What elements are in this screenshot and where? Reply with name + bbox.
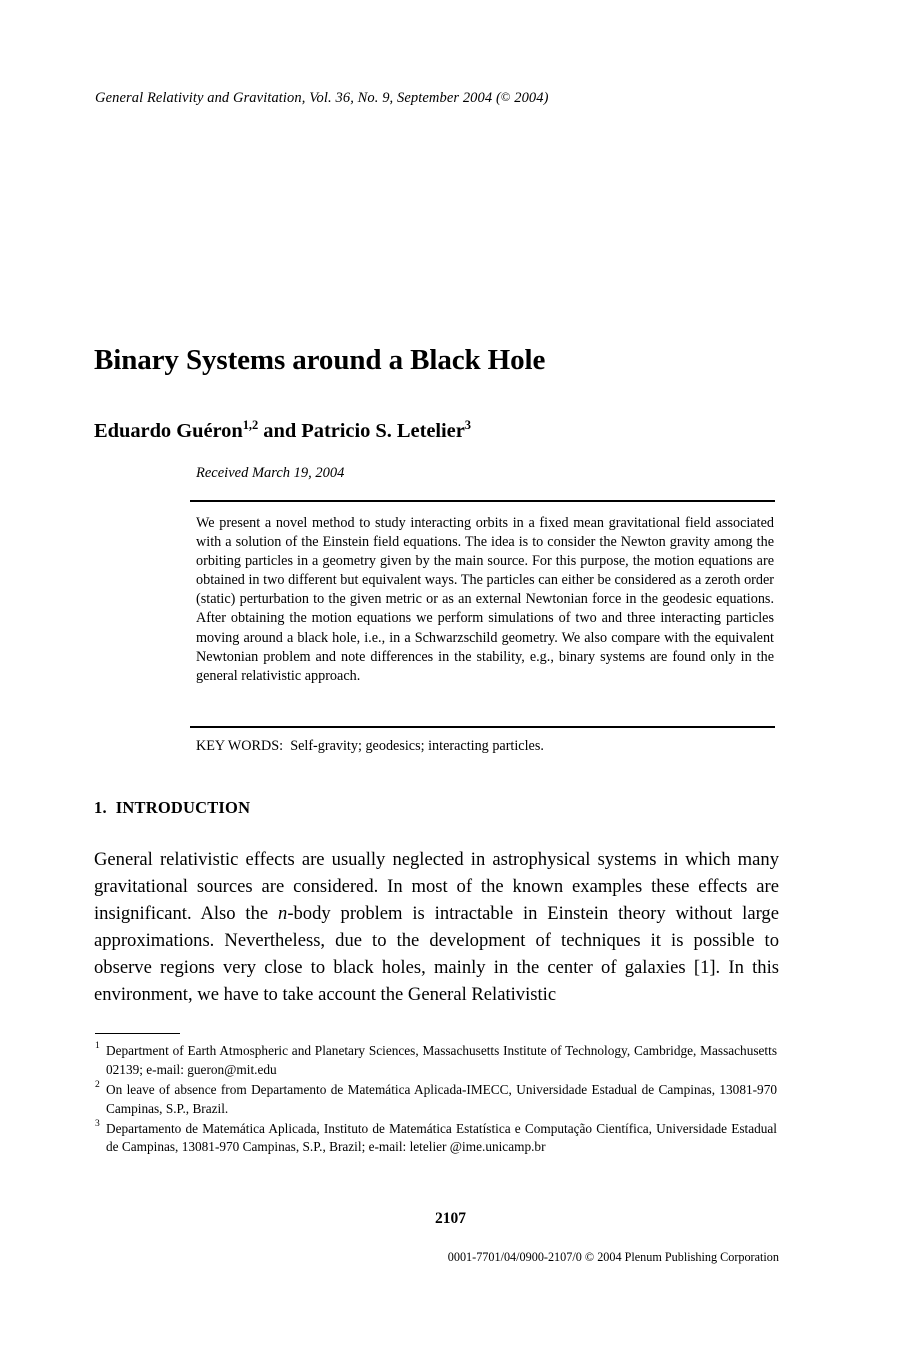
author-conjunction: and <box>258 420 302 442</box>
running-head-text-after: 2004) <box>510 90 549 106</box>
footnote-item <box>95 1042 777 1080</box>
author-affiliation-marker-2: 3 <box>464 418 471 433</box>
paragraph-text-part-1: General relativistic effects are usually neglected in astrophysical systems in which many gravitational sources are considered. In most of the known examples these effects are insignificant. Also the <box>94 849 779 925</box>
page-title: Binary Systems around a Black Hole <box>94 344 546 377</box>
page-number: 2107 <box>435 1210 466 1227</box>
copyright-text-after: 2004 Plenum Publishing Corporation <box>594 1250 779 1264</box>
paragraph-text-part-2: -body problem is intractable in Einstein theory without large approximations. Nevertheless, due to the development of techniques it is possible to observe regions very close to black holes, mainly in the center of galaxies [1]. In this environment, we have to take account the General Relativistic <box>94 903 779 1006</box>
author-name-1: Eduardo Guéron <box>94 420 243 442</box>
copyright-symbol-icon: © <box>500 90 511 104</box>
footnote-text: Department of Earth Atmospheric and Planetary Sciences, Massachusetts Institute of Technology, Cambridge, Massachusetts 02139; e-mail: gueron@mit.edu <box>106 1043 777 1077</box>
section-heading-introduction <box>94 798 250 818</box>
author-affiliation-marker-1: 1,2 <box>242 418 259 433</box>
running-head-text-before: General Relativity and Gravitation, Vol. 36, No. 9, September 2004 ( <box>95 90 501 106</box>
copyright-line <box>0 1250 901 1265</box>
paragraph-italic-n: n <box>278 903 288 925</box>
keywords-label: KEY WORDS: <box>196 738 284 754</box>
section-number: 1. <box>94 798 107 817</box>
section-title: INTRODUCTION <box>115 798 251 817</box>
abstract-rule-top <box>190 500 775 502</box>
keywords-value: Self-gravity; geodesics; interacting particles. <box>290 738 544 754</box>
introduction-paragraph <box>94 846 779 1008</box>
footnote-text: On leave of absence from Departamento de Matemática Aplicada-IMECC, Universidade Estadual de Campinas, 13081-970 Campinas, S.P., Brazil. <box>106 1081 777 1116</box>
abstract-text: We present a novel method to study interacting orbits in a fixed mean gravitational field associated with a solution of the Einstein field equations. The idea is to consider the Newton gravity among the orbiting particles in a geometry given by the main source. For this purpose, the motion equations are obtained in two different but equivalent ways. The particles can either be considered as a zeroth order (static) perturbation to the given metric or as an external Newtonian force in the geodesic equations. After obtaining the motion equations we perform simulations of two and three interacting particles moving around a black hole, i.e., in a Schwarzschild geometry. We also compare with the equivalent Newtonian problem and note differences in the stability, e.g., binary systems are found only in the general relativistic approach. <box>196 515 774 684</box>
keywords <box>196 737 774 756</box>
copyright-symbol-icon: © <box>584 1250 595 1264</box>
footnote-text: Departamento de Matemática Aplicada, Instituto de Matemática Estatística e Computação Científica, Universidade Estadual de Campinas, 13081-970 Campinas, S.P., Brazil; e-mail: letelier @ime.unicamp.br <box>106 1120 777 1155</box>
footnote-list <box>95 1042 777 1158</box>
copyright-text-before: 0001-7701/04/0900-2107/0 <box>447 1250 585 1264</box>
footnote-marker: 1 <box>95 1040 100 1051</box>
footnote-marker: 3 <box>95 1117 100 1129</box>
footnote-item <box>95 1078 777 1119</box>
journal-running-head <box>95 90 549 107</box>
footnote-item <box>95 1117 777 1158</box>
author-name-2: Patricio S. Letelier <box>301 420 465 442</box>
abstract-rule-bottom <box>190 726 775 728</box>
footnote-separator-rule <box>95 1033 180 1034</box>
author-list <box>94 420 471 443</box>
received-date: Received March 19, 2004 <box>196 465 345 481</box>
footnote-marker: 2 <box>95 1078 100 1090</box>
